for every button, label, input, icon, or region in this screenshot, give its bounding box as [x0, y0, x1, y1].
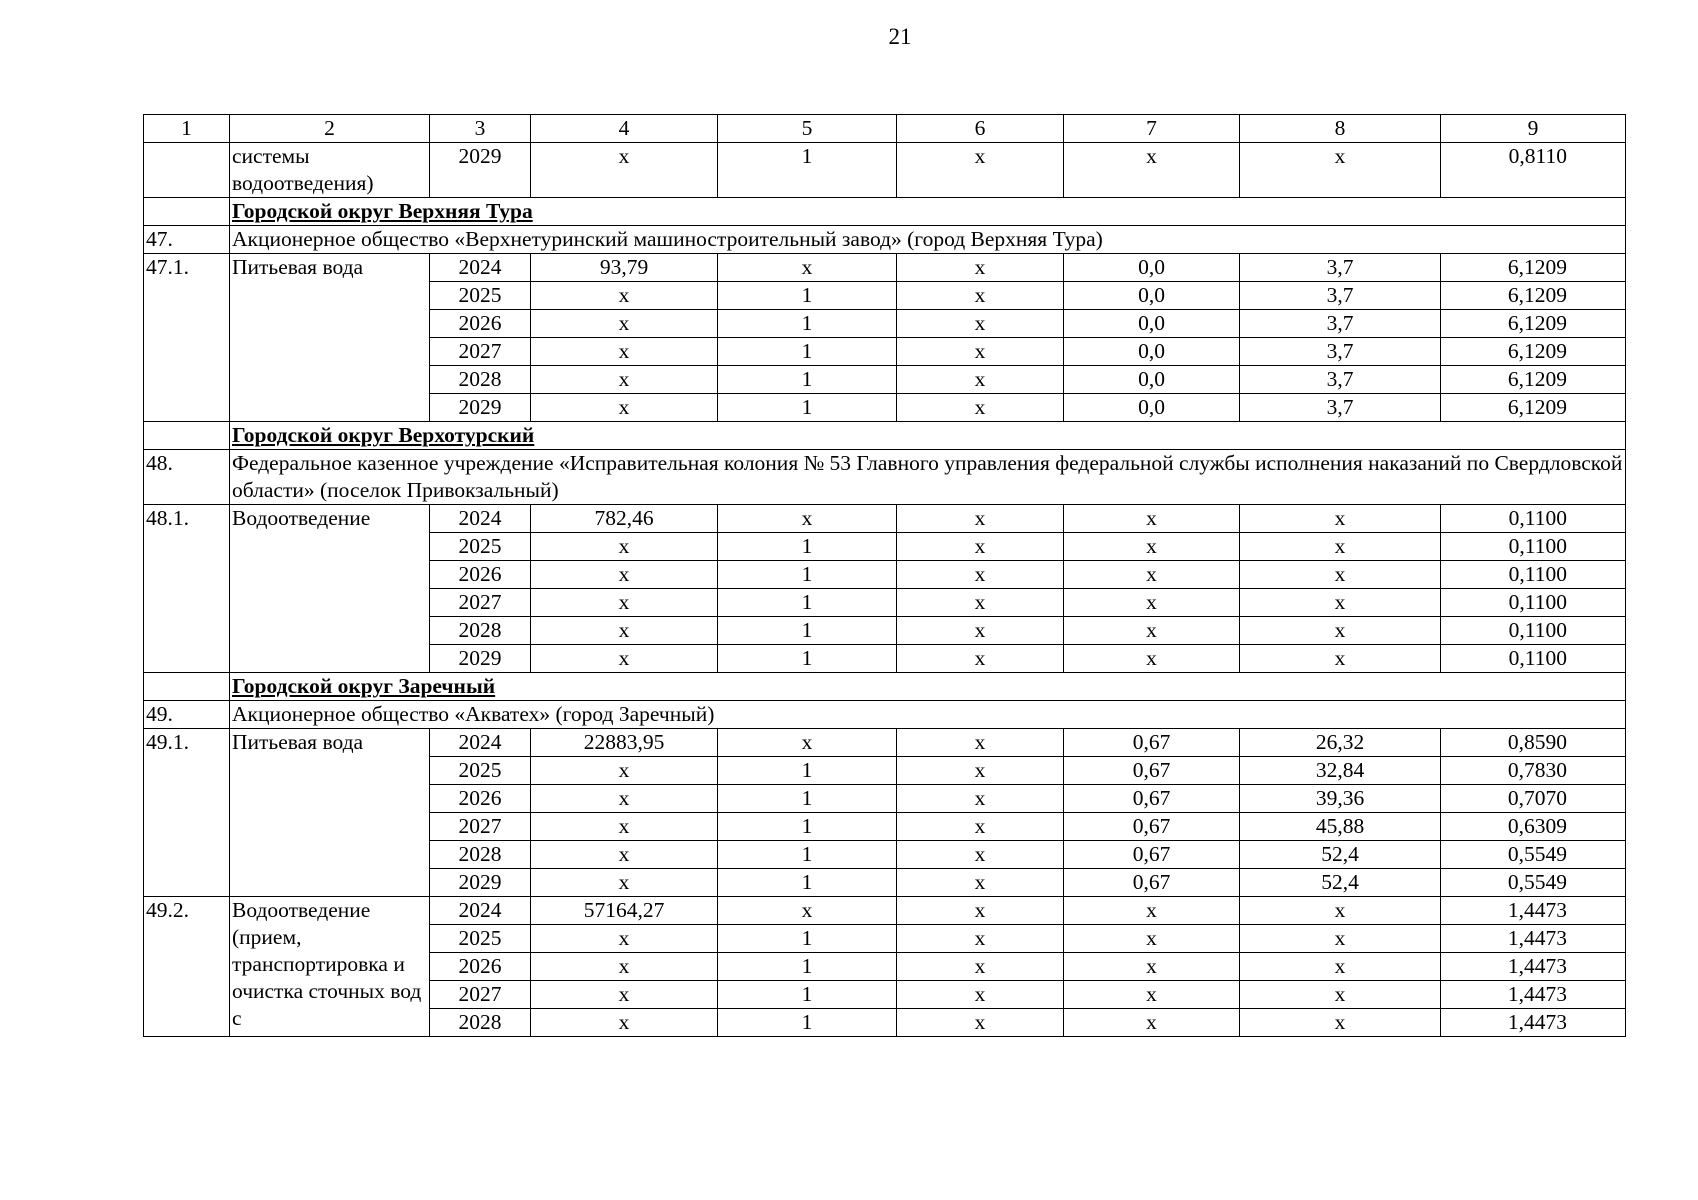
data-cell: х [897, 1009, 1064, 1037]
data-cell: 1,4473 [1441, 953, 1626, 981]
data-cell: х [897, 505, 1064, 533]
organization-number: 49. [144, 701, 230, 729]
service-name: Водоотведение [230, 505, 430, 673]
header-cell: 6 [897, 115, 1064, 143]
data-cell: х [531, 953, 718, 981]
data-cell: х [897, 366, 1064, 394]
data-cell: 1,4473 [1441, 897, 1626, 925]
data-cell: 1 [718, 310, 897, 338]
year-cell: 2028 [430, 841, 531, 869]
service-name: Питьевая вода [230, 729, 430, 897]
data-cell: х [1064, 925, 1240, 953]
year-cell: 2025 [430, 282, 531, 310]
data-cell: х [531, 533, 718, 561]
data-cell: х [897, 645, 1064, 673]
data-cell: 0,0 [1064, 338, 1240, 366]
data-cell: 1 [718, 617, 897, 645]
data-cell: х [897, 561, 1064, 589]
service-name: Водоотведение (прием, транспортировка и очистка сточных вод с [230, 897, 430, 1037]
district-row [144, 673, 1626, 701]
service-name: Питьевая вода [230, 254, 430, 422]
data-cell: х [897, 981, 1064, 1009]
data-cell: х [531, 757, 718, 785]
data-cell: х [1064, 561, 1240, 589]
year-cell: 2029 [430, 394, 531, 422]
data-cell: х [897, 953, 1064, 981]
data-cell: 6,1209 [1441, 310, 1626, 338]
data-cell: х [1240, 897, 1441, 925]
data-cell: 0,1100 [1441, 645, 1626, 673]
data-cell: 6,1209 [1441, 254, 1626, 282]
data-cell: 0,7070 [1441, 785, 1626, 813]
data-cell: 1 [718, 645, 897, 673]
number-cell [144, 673, 230, 701]
data-cell: х [1240, 1009, 1441, 1037]
data-cell: 93,79 [531, 254, 718, 282]
header-cell: 3 [430, 115, 531, 143]
data-cell: х [897, 869, 1064, 897]
data-cell: 1 [718, 533, 897, 561]
data-cell: 1 [718, 394, 897, 422]
data-cell: х [1064, 897, 1240, 925]
data-cell: х [1240, 589, 1441, 617]
data-cell: 3,7 [1240, 254, 1441, 282]
data-cell: 1 [718, 366, 897, 394]
data-cell: 1 [718, 869, 897, 897]
data-cell: 1,4473 [1441, 1009, 1626, 1037]
year-cell: 2024 [430, 254, 531, 282]
data-cell: х [718, 254, 897, 282]
data-cell: 3,7 [1240, 366, 1441, 394]
organization-row [144, 450, 1626, 505]
data-cell: х [897, 589, 1064, 617]
data-cell: 0,7830 [1441, 757, 1626, 785]
data-cell: 0,1100 [1441, 561, 1626, 589]
data-cell: х [897, 925, 1064, 953]
data-cell: 1,4473 [1441, 981, 1626, 1009]
year-cell: 2026 [430, 953, 531, 981]
table-body [144, 115, 1626, 1037]
header-cell: 8 [1240, 115, 1441, 143]
data-cell: 57164,27 [531, 897, 718, 925]
header-cell: 7 [1064, 115, 1240, 143]
data-cell: 782,46 [531, 505, 718, 533]
data-cell: х [897, 143, 1064, 198]
number-cell [144, 422, 230, 450]
data-cell: х [531, 785, 718, 813]
data-cell: х [531, 841, 718, 869]
data-cell: х [1240, 533, 1441, 561]
data-cell: 1 [718, 757, 897, 785]
year-cell: 2026 [430, 561, 531, 589]
data-cell: х [1240, 981, 1441, 1009]
organization-name: Федеральное казенное учреждение «Исправительная колония № 53 Главного управления федеральной службы исполнения наказаний по Свердловской области» (поселок Привокзальный) [230, 450, 1626, 505]
data-cell: х [897, 282, 1064, 310]
table-row [144, 729, 1626, 757]
data-cell: х [1064, 533, 1240, 561]
data-cell: 1 [718, 561, 897, 589]
data-cell: 3,7 [1240, 310, 1441, 338]
data-cell: 0,8110 [1441, 143, 1626, 198]
data-cell: 39,36 [1240, 785, 1441, 813]
organization-row [144, 701, 1626, 729]
data-cell: х [1240, 617, 1441, 645]
data-cell: х [897, 785, 1064, 813]
data-cell: х [897, 533, 1064, 561]
data-cell: х [1064, 953, 1240, 981]
data-cell: 1 [718, 338, 897, 366]
data-cell: х [718, 505, 897, 533]
data-cell: х [897, 729, 1064, 757]
data-cell: х [897, 617, 1064, 645]
data-cell: 52,4 [1240, 869, 1441, 897]
data-cell: х [718, 897, 897, 925]
data-cell: 6,1209 [1441, 282, 1626, 310]
data-cell: 3,7 [1240, 338, 1441, 366]
organization-name: Акционерное общество «Акватех» (город Заречный) [230, 701, 1626, 729]
data-cell: х [1240, 953, 1441, 981]
year-cell: 2027 [430, 338, 531, 366]
tariff-table [143, 114, 1626, 1037]
district-row [144, 422, 1626, 450]
data-cell: х [1064, 981, 1240, 1009]
service-number: 49.2. [144, 897, 230, 1037]
data-cell: 22883,95 [531, 729, 718, 757]
data-cell: 0,5549 [1441, 869, 1626, 897]
year-cell: 2025 [430, 533, 531, 561]
service-number: 48.1. [144, 505, 230, 673]
data-cell: х [897, 254, 1064, 282]
data-cell: х [531, 645, 718, 673]
data-cell: х [897, 394, 1064, 422]
data-cell: 1 [718, 813, 897, 841]
year-cell: 2028 [430, 366, 531, 394]
organization-name: Акционерное общество «Верхнетуринский машиностроительный завод» (город Верхняя Тура) [230, 226, 1626, 254]
data-cell: х [897, 757, 1064, 785]
data-cell: х [531, 589, 718, 617]
year-cell: 2028 [430, 617, 531, 645]
page-number: 21 [888, 24, 912, 49]
data-cell: 0,1100 [1441, 617, 1626, 645]
data-cell: 2029 [430, 143, 531, 198]
data-cell: 1 [718, 925, 897, 953]
data-cell: х [531, 394, 718, 422]
table-row [144, 505, 1626, 533]
data-cell: 3,7 [1240, 282, 1441, 310]
data-cell: 1 [718, 785, 897, 813]
data-cell: 0,67 [1064, 785, 1240, 813]
data-cell: 0,67 [1064, 813, 1240, 841]
data-cell: 6,1209 [1441, 366, 1626, 394]
year-cell: 2025 [430, 925, 531, 953]
data-cell: 1 [718, 953, 897, 981]
data-cell: х [531, 925, 718, 953]
data-cell: х [531, 561, 718, 589]
data-cell: 1,4473 [1441, 925, 1626, 953]
data-cell: 6,1209 [1441, 394, 1626, 422]
year-cell: 2029 [430, 869, 531, 897]
header-cell: 2 [230, 115, 430, 143]
data-cell: 0,8590 [1441, 729, 1626, 757]
year-cell: 2028 [430, 1009, 531, 1037]
data-cell: 0,0 [1064, 254, 1240, 282]
data-cell: 0,1100 [1441, 589, 1626, 617]
data-cell: х [1240, 925, 1441, 953]
year-cell: 2025 [430, 757, 531, 785]
year-cell: 2024 [430, 897, 531, 925]
data-cell: х [1240, 143, 1441, 198]
data-cell: х [531, 338, 718, 366]
data-cell: 1 [718, 143, 897, 198]
year-cell: 2024 [430, 505, 531, 533]
data-cell: 1 [718, 981, 897, 1009]
data-cell: 0,67 [1064, 729, 1240, 757]
data-cell: х [531, 282, 718, 310]
data-cell: 1 [718, 1009, 897, 1037]
data-cell: 3,7 [1240, 394, 1441, 422]
data-cell: 45,88 [1240, 813, 1441, 841]
table-row [144, 897, 1626, 925]
data-cell: 0,0 [1064, 366, 1240, 394]
data-cell: х [897, 310, 1064, 338]
data-cell: 0,0 [1064, 310, 1240, 338]
data-cell: х [531, 143, 718, 198]
data-cell: 32,84 [1240, 757, 1441, 785]
table-row [144, 143, 1626, 198]
year-cell: 2024 [430, 729, 531, 757]
data-cell: х [1064, 645, 1240, 673]
data-cell: х [1064, 143, 1240, 198]
data-cell: 0,5549 [1441, 841, 1626, 869]
data-cell: 26,32 [1240, 729, 1441, 757]
data-cell: х [1064, 617, 1240, 645]
data-cell: 0,67 [1064, 841, 1240, 869]
data-cell: 0,1100 [1441, 533, 1626, 561]
data-cell: 6,1209 [1441, 338, 1626, 366]
year-cell: 2027 [430, 981, 531, 1009]
data-cell: 1 [718, 282, 897, 310]
header-row [144, 115, 1626, 143]
data-cell: х [1240, 505, 1441, 533]
header-cell: 5 [718, 115, 897, 143]
service-number: 47.1. [144, 254, 230, 422]
header-cell: 4 [531, 115, 718, 143]
year-cell: 2026 [430, 310, 531, 338]
year-cell: 2029 [430, 645, 531, 673]
data-cell: х [897, 338, 1064, 366]
number-cell [144, 143, 230, 198]
data-cell: х [897, 897, 1064, 925]
organization-number: 48. [144, 450, 230, 505]
data-cell: х [531, 869, 718, 897]
year-cell: 2027 [430, 813, 531, 841]
data-cell: х [1064, 505, 1240, 533]
data-cell: х [531, 617, 718, 645]
data-cell: х [531, 813, 718, 841]
year-cell: 2026 [430, 785, 531, 813]
data-cell: х [897, 813, 1064, 841]
data-cell: х [531, 366, 718, 394]
data-cell: 0,6309 [1441, 813, 1626, 841]
data-cell: х [897, 841, 1064, 869]
data-cell: 1 [718, 841, 897, 869]
organization-row [144, 226, 1626, 254]
data-cell: 0,0 [1064, 282, 1240, 310]
data-cell: х [718, 729, 897, 757]
header-cell: 1 [144, 115, 230, 143]
data-cell: 0,67 [1064, 757, 1240, 785]
service-name-cell: системы водоотведения) [230, 143, 430, 198]
data-cell: х [1064, 1009, 1240, 1037]
data-cell: х [531, 981, 718, 1009]
data-cell: х [531, 310, 718, 338]
district-row [144, 198, 1626, 226]
district-heading: Городской округ Верхняя Тура [230, 198, 1626, 226]
year-cell: 2027 [430, 589, 531, 617]
table-row [144, 254, 1626, 282]
data-cell: х [1240, 561, 1441, 589]
data-cell: 0,67 [1064, 869, 1240, 897]
data-cell: 0,1100 [1441, 505, 1626, 533]
data-cell: х [1240, 645, 1441, 673]
service-number: 49.1. [144, 729, 230, 897]
organization-number: 47. [144, 226, 230, 254]
data-cell: 1 [718, 589, 897, 617]
data-cell: х [531, 1009, 718, 1037]
district-heading: Городской округ Заречный [230, 673, 1626, 701]
data-cell: 0,0 [1064, 394, 1240, 422]
data-cell: х [1064, 589, 1240, 617]
data-cell: 52,4 [1240, 841, 1441, 869]
header-cell: 9 [1441, 115, 1626, 143]
district-heading: Городской округ Верхотурский [230, 422, 1626, 450]
number-cell [144, 198, 230, 226]
